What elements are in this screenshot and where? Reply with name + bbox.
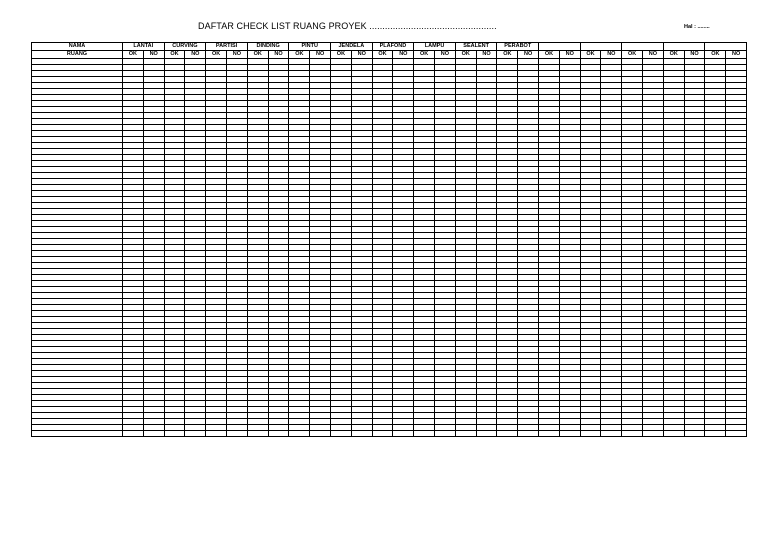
- check-cell[interactable]: [643, 431, 664, 437]
- check-cell[interactable]: [393, 431, 414, 437]
- check-cell[interactable]: [622, 431, 643, 437]
- checklist-table: [31, 42, 747, 437]
- sub-header-ok: OK: [247, 51, 268, 59]
- sub-header-ok: OK: [455, 51, 476, 59]
- room-name-header-top: NAMA: [32, 43, 123, 51]
- group-header-blank-11: [580, 43, 622, 51]
- sub-header-no: NO: [143, 51, 164, 59]
- check-cell[interactable]: [143, 431, 164, 437]
- sub-header-ok: OK: [414, 51, 435, 59]
- check-cell[interactable]: [268, 431, 289, 437]
- group-header-dinding: DINDING: [247, 43, 289, 51]
- check-cell[interactable]: [331, 431, 352, 437]
- document-title: DAFTAR CHECK LIST RUANG PROYEK .................................................: [198, 21, 497, 31]
- sub-header-ok: OK: [663, 51, 684, 59]
- check-cell[interactable]: [310, 431, 331, 437]
- group-header-jendela: JENDELA: [331, 43, 373, 51]
- group-header-blank-10: [539, 43, 581, 51]
- sub-header-ok: OK: [164, 51, 185, 59]
- check-cell[interactable]: [185, 431, 206, 437]
- group-header-blank-12: [622, 43, 664, 51]
- group-header-blank-13: [663, 43, 705, 51]
- check-cell[interactable]: [559, 431, 580, 437]
- check-cell[interactable]: [601, 431, 622, 437]
- check-cell[interactable]: [372, 431, 393, 437]
- check-cell[interactable]: [705, 431, 726, 437]
- sub-header-no: NO: [435, 51, 456, 59]
- table-row: [32, 431, 747, 437]
- group-header-sealent: SEALENT: [455, 43, 497, 51]
- check-cell[interactable]: [206, 431, 227, 437]
- sub-header-no: NO: [393, 51, 414, 59]
- check-cell[interactable]: [518, 431, 539, 437]
- check-cell[interactable]: [497, 431, 518, 437]
- sub-header-no: NO: [518, 51, 539, 59]
- group-header-partisi: PARTISI: [206, 43, 248, 51]
- check-cell[interactable]: [580, 431, 601, 437]
- sub-header-no: NO: [351, 51, 372, 59]
- check-cell[interactable]: [247, 431, 268, 437]
- check-cell[interactable]: [123, 431, 144, 437]
- sub-header-ok: OK: [372, 51, 393, 59]
- group-header-lantai: LANTAI: [123, 43, 165, 51]
- sub-header-no: NO: [476, 51, 497, 59]
- check-cell[interactable]: [663, 431, 684, 437]
- sub-header-ok: OK: [123, 51, 144, 59]
- check-cell[interactable]: [289, 431, 310, 437]
- room-name-cell[interactable]: [32, 431, 123, 437]
- sub-header-no: NO: [601, 51, 622, 59]
- group-header-perabot: PERABOT: [497, 43, 539, 51]
- sub-header-ok: OK: [206, 51, 227, 59]
- sub-header-ok: OK: [331, 51, 352, 59]
- sub-header-no: NO: [684, 51, 705, 59]
- page-number-label: Hal : ........: [684, 24, 710, 30]
- group-header-curving: CURVING: [164, 43, 206, 51]
- check-cell[interactable]: [455, 431, 476, 437]
- sub-header-no: NO: [643, 51, 664, 59]
- group-header-blank-14: [705, 43, 747, 51]
- check-cell[interactable]: [539, 431, 560, 437]
- sub-header-row: [32, 51, 747, 59]
- sub-header-no: NO: [227, 51, 248, 59]
- sub-header-ok: OK: [580, 51, 601, 59]
- check-cell[interactable]: [227, 431, 248, 437]
- sub-header-ok: OK: [539, 51, 560, 59]
- sub-header-no: NO: [310, 51, 331, 59]
- sub-header-ok: OK: [705, 51, 726, 59]
- sub-header-ok: OK: [497, 51, 518, 59]
- check-cell[interactable]: [414, 431, 435, 437]
- check-cell[interactable]: [351, 431, 372, 437]
- check-cell[interactable]: [435, 431, 456, 437]
- group-header-plafond: PLAFOND: [372, 43, 414, 51]
- checklist-body: [32, 59, 747, 437]
- group-header-lampu: LAMPU: [414, 43, 456, 51]
- sub-header-no: NO: [185, 51, 206, 59]
- sub-header-no: NO: [559, 51, 580, 59]
- check-cell[interactable]: [476, 431, 497, 437]
- group-header-pintu: PINTU: [289, 43, 331, 51]
- check-cell[interactable]: [684, 431, 705, 437]
- check-cell[interactable]: [726, 431, 747, 437]
- sub-header-no: NO: [726, 51, 747, 59]
- sub-header-ok: OK: [622, 51, 643, 59]
- check-cell[interactable]: [164, 431, 185, 437]
- sub-header-ok: OK: [289, 51, 310, 59]
- sub-header-no: NO: [268, 51, 289, 59]
- room-name-header-bottom: RUANG: [32, 51, 123, 59]
- group-header-row: [32, 43, 747, 51]
